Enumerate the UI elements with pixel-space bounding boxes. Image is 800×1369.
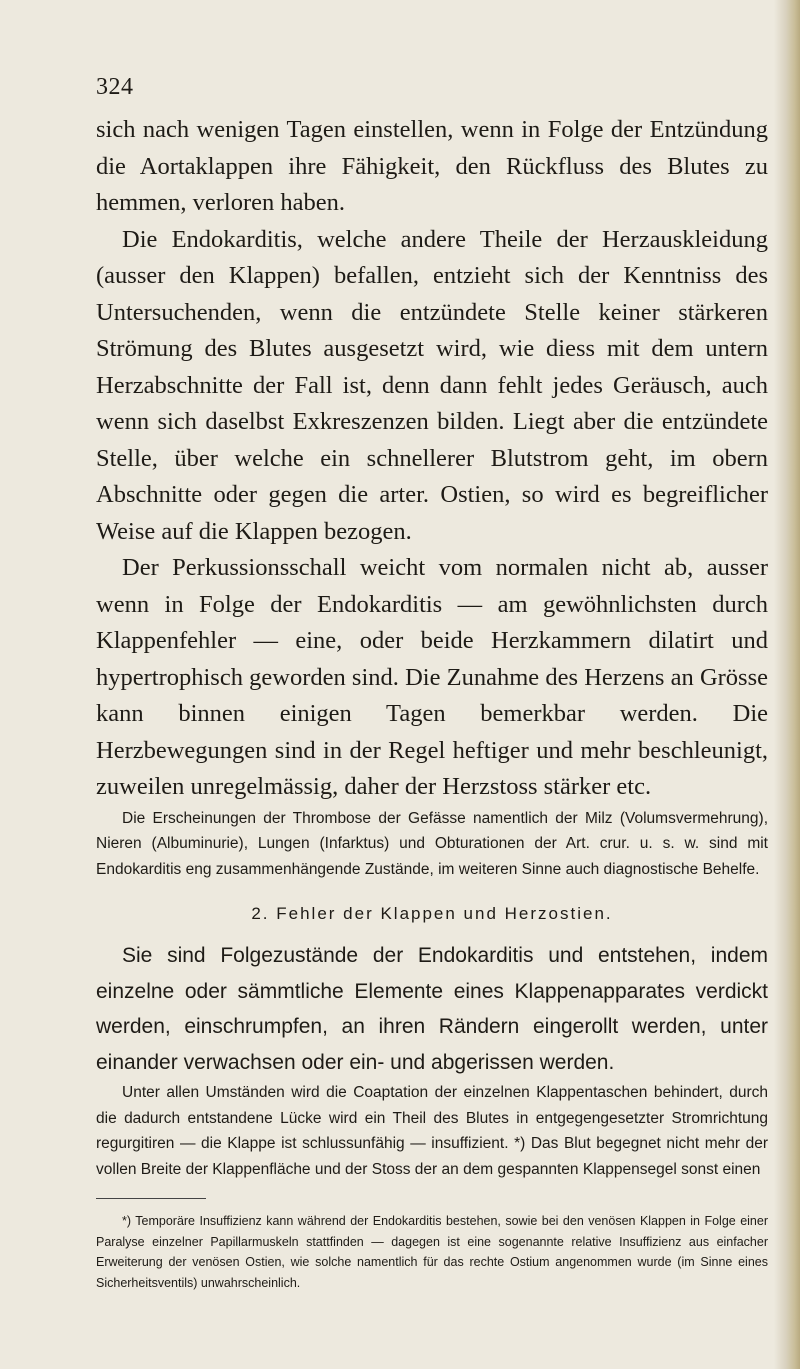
body-text: [96, 112, 768, 1293]
paragraph-4-small: Die Erscheinungen der Thrombose der Gefässe namentlich der Milz (Volumsvermehrung), Nieren (Albuminurie), Lungen (Infarktus) und Obturationen der Art. crur. u. s. w. sind mit Endokarditis eng zusammenhängende Zustände, im weiteren Sinne auch diagnostische Behelfe.: [96, 809, 768, 878]
footnote: *) Temporäre Insuffizienz kann während der Endokarditis bestehen, sowie bei den venösen Klappen in Folge einer Paralyse einzelner Papillarmuskeln stattfinden — dagegen ist eine sogenannte relative Insuffizienz aus einfacher Erweiterung der venösen Ostien, wie solche namentlich für das rechte Ostium angenommen wurde (im Sinne eines Sicherheitsventils) unwahrscheinlich.: [96, 1214, 768, 1290]
section-heading: 2. Fehler der Klappen und Herzostien.: [251, 904, 613, 923]
page-number: 324: [96, 74, 134, 100]
footnote-divider: [96, 1198, 206, 1199]
paragraph-6-small: Unter allen Umständen wird die Coaptation der einzelnen Klappentaschen behindert, durch die dadurch entstandene Lücke wird ein Theil des Blutes in entgegengesetzter Stromrichtung regurgitiren — die Klappe ist schlussunfähig — insuffizient. *) Das Blut begegnet nicht mehr der vollen Breite der Klappenfläche und der Stoss der an dem gespannten Klappensegel sonst einen: [96, 1084, 768, 1178]
page-edge-shadow: [774, 0, 800, 1369]
paragraph-2: Die Endokarditis, welche andere Theile der Herzauskleidung (ausser den Klappen) befallen, entzieht sich der Kenntniss des Untersuchenden, wenn die entzündete Stelle keiner stärkeren Strömung des Blutes ausgesetzt wird, wie diess mit dem untern Herzabschnitte der Fall ist, denn dann fehlt jedes Geräusch, auch wenn sich daselbst Exkreszenzen bilden. Liegt aber die entzündete Stelle, über welche ein schnellerer Blutstrom geht, im obern Abschnitte oder gegen die arter. Ostien, so wird es begreiflicher Weise auf die Klappen bezogen.: [96, 225, 768, 545]
paragraph-3: Der Perkussionsschall weicht vom normalen nicht ab, ausser wenn in Folge der Endokarditis — am gewöhnlichsten durch Klappenfehler — eine, oder beide Herzkammern dilatirt und hypertrophisch geworden sind. Die Zunahme des Herzens an Grösse kann binnen einigen Tagen bemerkbar werden. Die Herzbewegungen sind in der Regel heftiger und mehr beschleunigt, zuweilen unregelmässig, daher der Herzstoss stärker etc.: [96, 554, 768, 800]
paragraph-1: sich nach wenigen Tagen einstellen, wenn in Folge der Entzündung die Aortaklappen ihre Fähigkeit, den Rückfluss des Blutes zu hemmen, verloren haben.: [96, 116, 768, 216]
paragraph-5: Sie sind Folgezustände der Endokarditis und entstehen, indem einzelne oder sämmtliche Elemente eines Klappenapparates verdickt werden, einschrumpfen, an ihren Rändern eingerollt werden, unter einander verwachsen oder ein- und abgerissen werden.: [96, 944, 768, 1074]
